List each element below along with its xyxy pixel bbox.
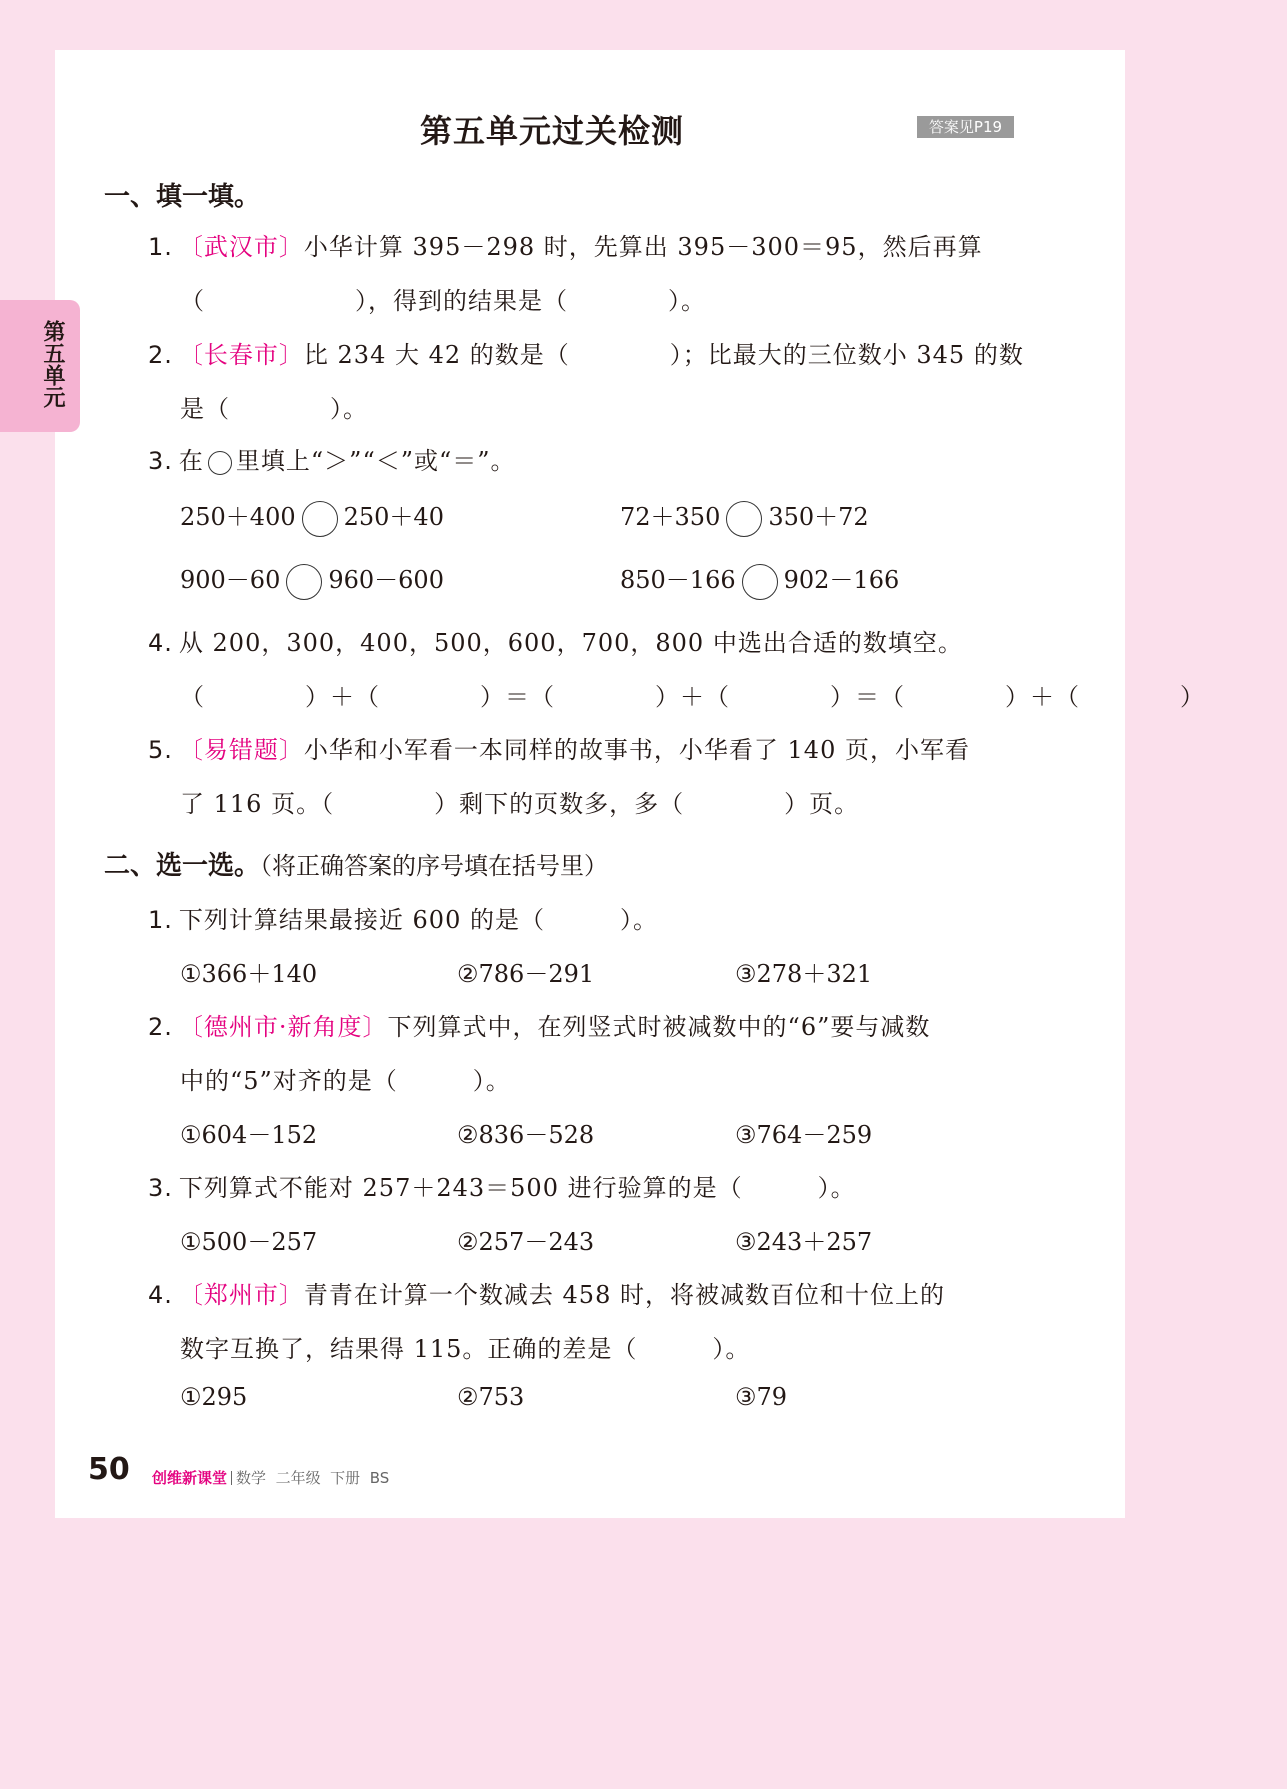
question-number: 3. [148,1174,173,1202]
footer-grade: 二年级 [275,1469,321,1487]
option-2[interactable]: ②753 [457,1383,525,1411]
question-number: 3. [148,447,173,475]
footer-info [152,1467,389,1488]
s2-q2-line2: 中的“5”对齐的是（ ）。 [180,1067,511,1095]
option-1[interactable]: ①295 [180,1383,248,1411]
source-tag: 〔德州市·新角度〕 [178,1013,388,1041]
question-text: 下列算式中，在列竖式时被减数中的“6”要与减数 [387,1013,931,1041]
page-number: 50 [88,1452,130,1487]
compare-item [180,560,444,600]
s1-q5-line2: 了 116 页。（ ）剩下的页数多，多（ ）页。 [180,790,860,818]
question-number: 4. [148,629,173,657]
source-tag: 〔郑州市〕 [178,1281,304,1309]
question-text: 从 200，300，400，500，600，700，800 中选出合适的数填空。 [178,629,963,657]
footer-volume: 下册 [330,1469,361,1487]
option-2[interactable]: ②836－528 [457,1121,595,1149]
source-tag: 〔武汉市〕 [178,233,304,261]
question-number: 1. [148,906,173,934]
question-number: 1. [148,233,173,261]
question-number: 2. [148,341,173,369]
question-text-before: 在 [178,447,204,475]
footer-divider [231,1471,232,1485]
option-3[interactable]: ③278＋321 [735,960,873,988]
option-1[interactable]: ①500－257 [180,1228,318,1256]
answer-reference-badge: 答案见P19 [917,116,1014,138]
option-2[interactable]: ②257－243 [457,1228,595,1256]
s2-q2-line1 [148,1007,930,1042]
s1-q3-line [148,441,516,476]
question-text: 小华和小军看一本同样的故事书，小华看了 140 页，小军看 [303,736,970,764]
footer-brand: 创维新课堂 [152,1469,228,1487]
unit-side-tab-label: 第五单元 [40,320,65,408]
section2-heading [104,845,608,882]
compare-right: 250＋40 [343,503,444,531]
question-text: 下列算式不能对 257＋243＝500 进行验算的是（ ）。 [178,1174,856,1202]
s2-q1-line1 [148,900,658,935]
s1-q2-line2: 是（ ）。 [180,395,368,423]
compare-left: 850－166 [620,566,736,594]
section2-title: 二、选一选。 [104,851,261,881]
question-number: 5. [148,736,173,764]
compare-item [620,560,899,600]
s1-q4-line1 [148,623,963,658]
s2-q3-line1 [148,1168,856,1203]
question-text-after: 里填上“＞”“＜”或“＝”。 [235,447,516,475]
compare-item [180,497,444,537]
option-3[interactable]: ③764－259 [735,1121,873,1149]
compare-right: 902－166 [783,566,900,594]
section1-heading: 一、填一填。 [104,182,261,212]
s1-q2-line1 [148,335,1024,370]
compare-item [620,497,869,537]
question-text: 比 234 大 42 的数是（ ）；比最大的三位数小 345 的数 [303,341,1024,369]
s2-q4-line2: 数字互换了，结果得 115。正确的差是（ ）。 [180,1335,751,1363]
question-text: 青青在计算一个数减去 458 时，将被减数百位和十位上的 [303,1281,945,1309]
option-1[interactable]: ①604－152 [180,1121,318,1149]
compare-circle-icon [208,451,232,475]
s1-q4-line2: （ ）＋（ ）＝（ ）＋（ ）＝（ ）＋（ ） [180,683,1205,711]
question-number: 4. [148,1281,173,1309]
question-text: 下列计算结果最接近 600 的是（ ）。 [178,906,658,934]
option-3[interactable]: ③243＋257 [735,1228,873,1256]
page-title: 第五单元过关检测 [420,112,685,150]
option-1[interactable]: ①366＋140 [180,960,318,988]
question-text: 小华计算 395－298 时，先算出 395－300＝95，然后再算 [303,233,983,261]
unit-side-tab [0,300,80,432]
source-tag: 〔易错题〕 [178,736,304,764]
compare-left: 250＋400 [180,503,296,531]
footer-subject: 数学 [236,1469,267,1487]
compare-left: 900－60 [180,566,281,594]
compare-left: 72＋350 [620,503,721,531]
compare-circle-blank[interactable] [302,501,338,537]
source-tag: 〔长春市〕 [178,341,304,369]
compare-right: 960－600 [328,566,444,594]
compare-circle-blank[interactable] [726,501,762,537]
option-2[interactable]: ②786－291 [457,960,595,988]
footer-edition: BS [369,1469,390,1487]
s1-q5-line1 [148,730,970,765]
question-number: 2. [148,1013,173,1041]
option-3[interactable]: ③79 [735,1383,788,1411]
compare-right: 350＋72 [768,503,869,531]
s1-q1-line1 [148,227,983,262]
compare-circle-blank[interactable] [286,564,322,600]
section2-note: （将正确答案的序号填在括号里） [260,852,609,880]
s2-q4-line1 [148,1275,945,1310]
compare-circle-blank[interactable] [742,564,778,600]
s1-q1-line2: （ ），得到的结果是（ ）。 [180,287,706,315]
